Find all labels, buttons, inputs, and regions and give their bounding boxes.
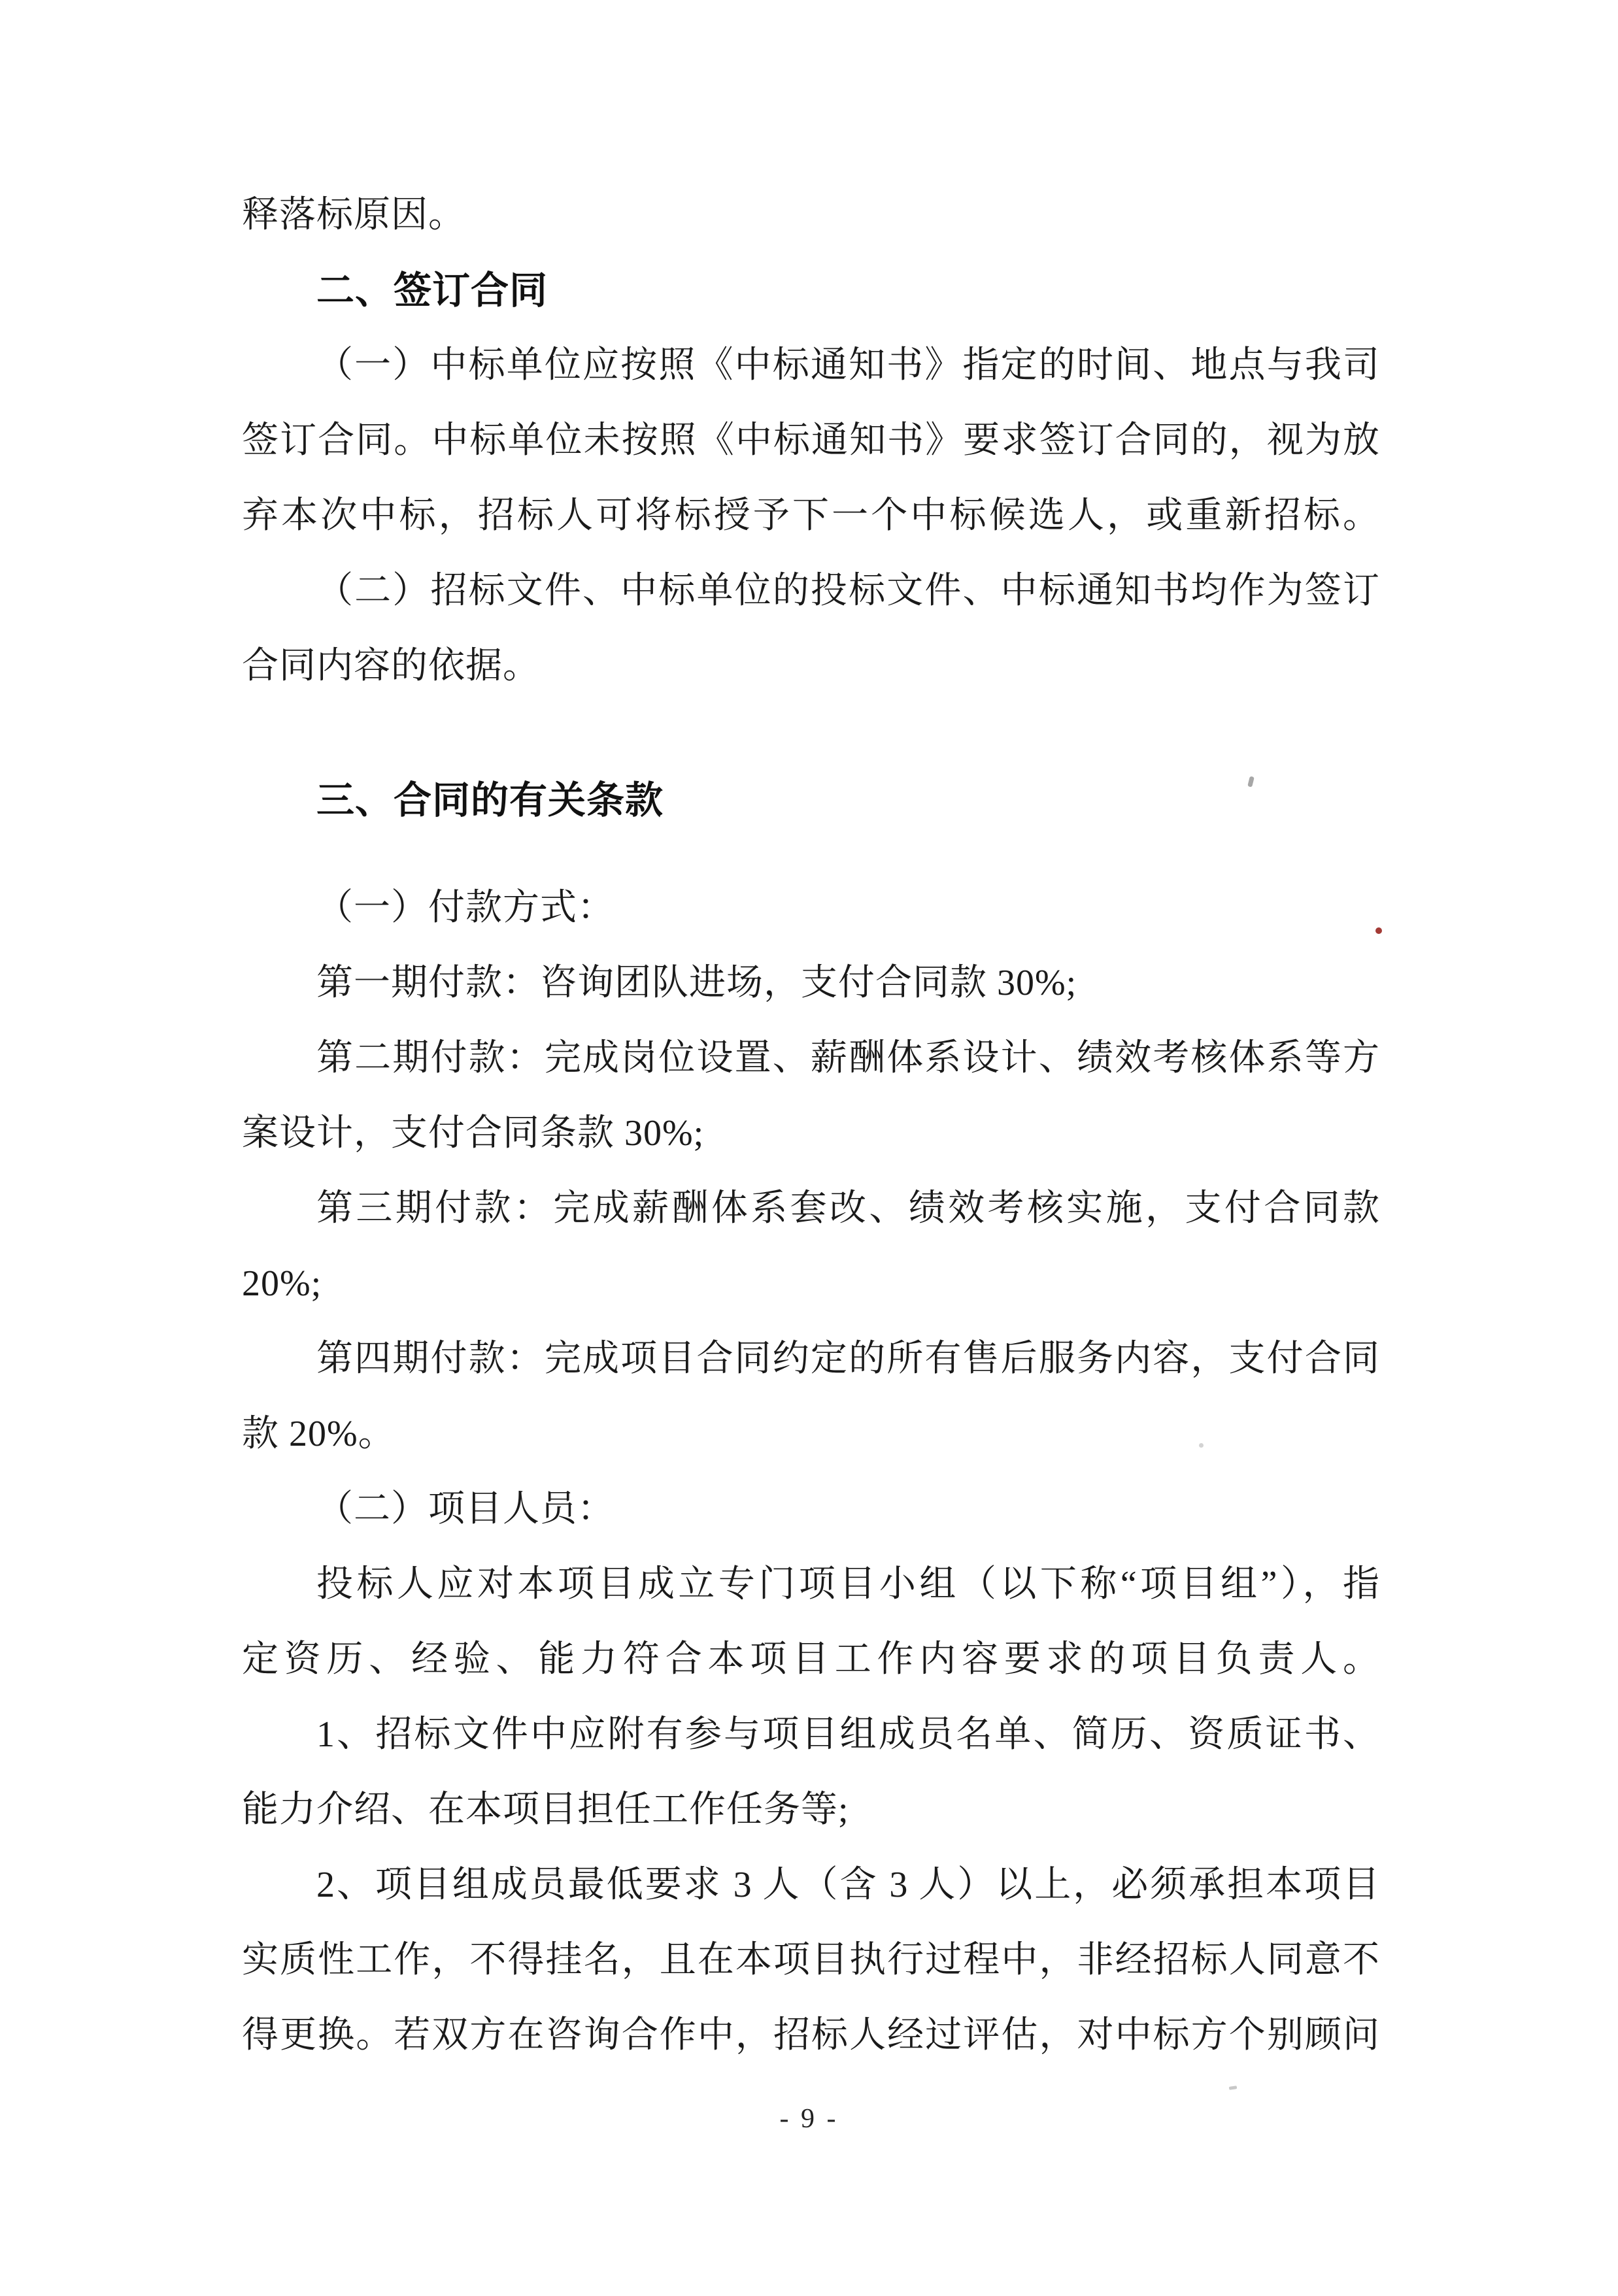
paragraph-line: 20%; [242, 1263, 322, 1304]
paragraph-line: 第三期付款：完成薪酬体系套改、绩效考核实施，支付合同款 [316, 1188, 1379, 1229]
paragraph-line: （二）项目人员： [316, 1489, 615, 1529]
document-text-block [242, 178, 1379, 2073]
scan-speck-dot [1199, 1443, 1204, 1448]
paragraph-line: 签订合同。中标单位未按照《中标通知书》要求签订合同的，视为放 [242, 420, 1379, 461]
paragraph-line: （一）付款方式： [316, 888, 615, 928]
paragraph-line: 案设计，支付合同条款 30%; [242, 1113, 705, 1154]
paragraph-line: 能力介绍、在本项目担任工作任务等; [242, 1789, 849, 1830]
paragraph-line: 释落标原因。 [242, 195, 465, 235]
page-number: - 9 - [779, 2104, 839, 2134]
section-heading-3: 三、合同的有关条款 [316, 779, 664, 822]
paragraph-line: 1、招标文件中应附有参与项目组成员名单、简历、资质证书、 [316, 1714, 1379, 1755]
scan-speck-red-dot [1375, 927, 1382, 934]
scan-speck-dash [1229, 2086, 1238, 2090]
paragraph-line: 定资历、经验、能力符合本项目工作内容要求的项目负责人。 [242, 1639, 1379, 1680]
paragraph-line: （二）招标文件、中标单位的投标文件、中标通知书均作为签订 [316, 571, 1379, 611]
vertical-spacer [242, 838, 1379, 871]
vertical-spacer [242, 704, 1379, 763]
paragraph-line: 第二期付款：完成岗位设置、薪酬体系设计、绩效考核体系等方 [316, 1038, 1379, 1078]
paragraph-line: 款 20%。 [242, 1414, 396, 1454]
section-heading-2: 二、签订合同 [316, 269, 548, 312]
paragraph-line: 合同内容的依据。 [242, 646, 540, 686]
paragraph-line: 第四期付款：完成项目合同约定的所有售后服务内容，支付合同 [316, 1339, 1379, 1379]
paragraph-line: 得更换。若双方在咨询合作中，招标人经过评估，对中标方个别顾问 [242, 2015, 1379, 2055]
paragraph-line: （一）中标单位应按照《中标通知书》指定的时间、地点与我司 [316, 345, 1379, 386]
paragraph-line: 2、项目组成员最低要求 3 人（含 3 人）以上，必须承担本项目 [316, 1865, 1379, 1905]
paragraph-line: 第一期付款：咨询团队进场，支付合同款 30%; [316, 963, 1077, 1003]
paragraph-line: 投标人应对本项目成立专门项目小组（以下称“项目组”），指 [316, 1564, 1379, 1605]
paragraph-line: 实质性工作，不得挂名，且在本项目执行过程中，非经招标人同意不 [242, 1940, 1379, 1980]
paragraph-line: 弃本次中标，招标人可将标授予下一个中标候选人，或重新招标。 [242, 495, 1379, 536]
